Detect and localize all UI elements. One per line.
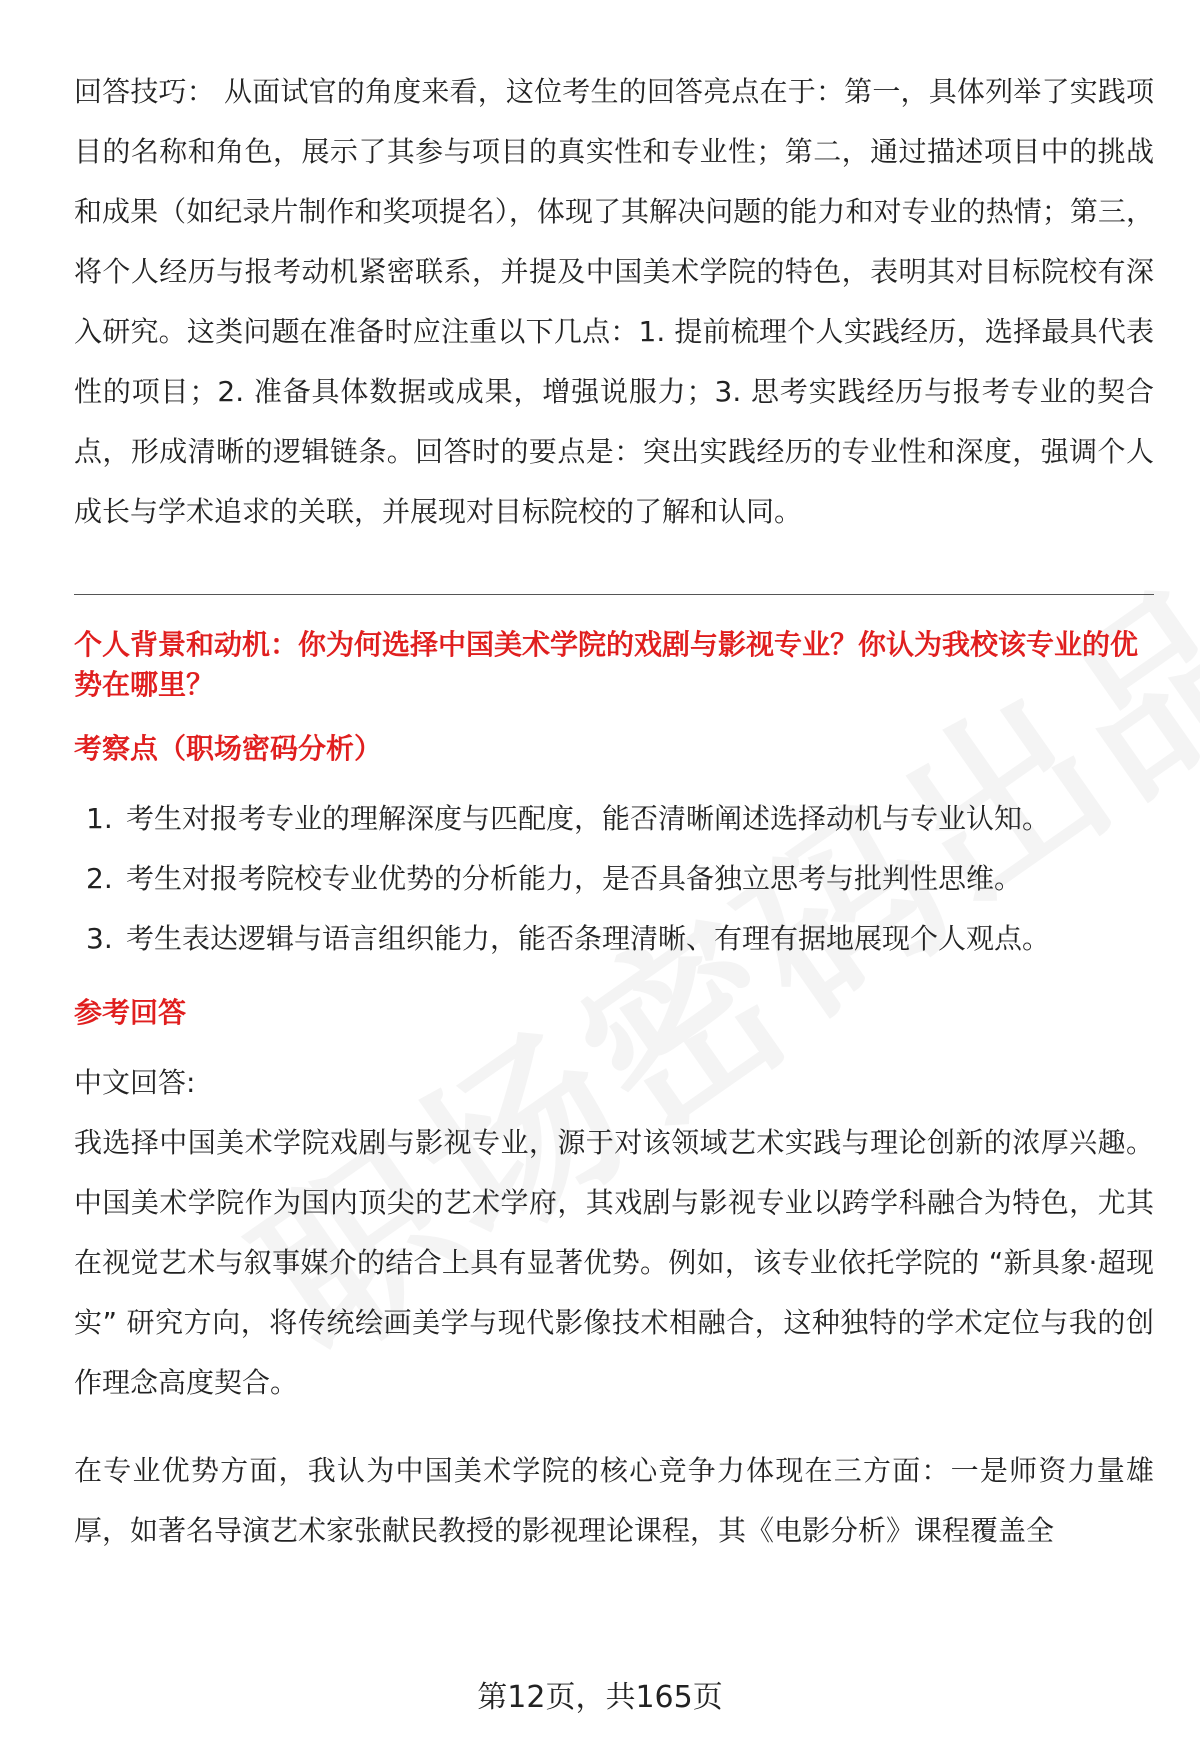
question-title: 个人背景和动机：你为何选择中国美术学院的戏剧与影视专业？你认为我校该专业的优势在哪里？ xyxy=(74,628,1139,701)
section-divider xyxy=(74,594,1154,595)
list-item xyxy=(74,849,1154,909)
list-item xyxy=(74,789,1154,849)
reference-answer-paragraph-1: 我选择中国美术学院戏剧与影视专业，源于对该领域艺术实践与理论创新的浓厚兴趣。中国美术学院作为国内顶尖的艺术学府，其戏剧与影视专业以跨学科融合为特色，尤其在视觉艺术与叙事媒介的结合上具有显著优势。例如，该专业依托学院的 “新具象·超现实” 研究方向，将传统绘画美学与现代影像技术相融合，这种独特的学术定位与我的创作理念高度契合。 xyxy=(74,1126,1154,1399)
list-item-number: 3. xyxy=(86,922,113,955)
assessment-points-list xyxy=(74,789,1154,969)
reference-answer-paragraph-2: 在专业优势方面，我认为中国美术学院的核心竞争力体现在三方面：一是师资力量雄厚，如著名导演艺术家张献民教授的影视理论课程，其《电影分析》课程覆盖全 xyxy=(74,1454,1154,1547)
list-item-number: 2. xyxy=(86,862,113,895)
document-page xyxy=(74,62,1154,1561)
list-item-text: 考生对报考院校专业优势的分析能力，是否具备独立思考与批判性思维。 xyxy=(126,862,1023,895)
answer-tips-paragraph: 回答技巧： 从面试官的角度来看，这位考生的回答亮点在于：第一，具体列举了实践项目的名称和角色，展示了其参与项目的真实性和专业性；第二，通过描述项目中的挑战和成果（如纪录片制作和奖项提名），体现了其解决问题的能力和对专业的热情；第三，将个人经历与报考动机紧密联系，并提及中国美术学院的特色，表明其对目标院校有深入研究。这类问题在准备时应注重以下几点：1. 提前梳理个人实践经历，选择最具代表性的项目；2. 准备具体数据或成果，增强说服力；3. 思考实践经历与报考专业的契合点，形成清晰的逻辑链条。回答时的要点是：突出实践经历的专业性和深度，强调个人成长与学术追求的关联，并展现对目标院校的了解和认同。 xyxy=(74,75,1154,528)
list-item-number: 1. xyxy=(86,802,113,835)
reference-answer-heading: 参考回答 xyxy=(74,996,187,1029)
page-number-footer: 第12页，共165页 xyxy=(477,1680,723,1715)
list-item-text: 考生表达逻辑与语言组织能力，能否条理清晰、有理有据地展现个人观点。 xyxy=(126,922,1051,955)
list-item-text: 考生对报考专业的理解深度与匹配度，能否清晰阐述选择动机与专业认知。 xyxy=(126,802,1051,835)
chinese-answer-label: 中文回答: xyxy=(74,1066,196,1099)
assessment-heading: 考察点（职场密码分析） xyxy=(74,732,383,765)
list-item xyxy=(74,909,1154,969)
